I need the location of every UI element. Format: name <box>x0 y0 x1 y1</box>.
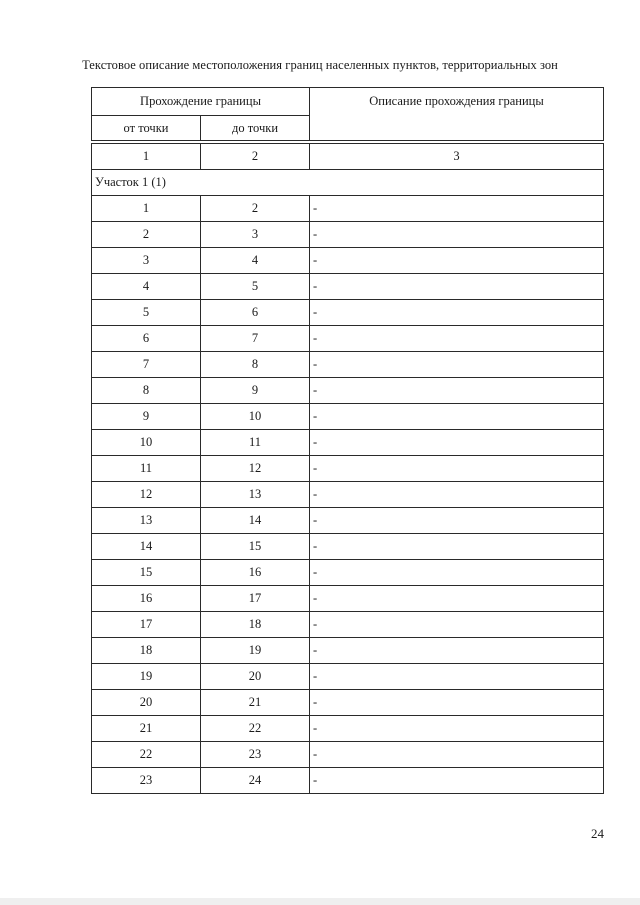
table-row <box>92 612 604 638</box>
table-row <box>92 716 604 742</box>
description-cell: - <box>310 586 604 612</box>
from-point-cell: 2 <box>92 222 201 248</box>
table-row <box>92 560 604 586</box>
from-point-cell: 10 <box>92 430 201 456</box>
to-point-cell: 9 <box>201 378 310 404</box>
from-point-cell: 14 <box>92 534 201 560</box>
description-cell: - <box>310 274 604 300</box>
boundary-table-body <box>92 144 604 794</box>
from-point-header: от точки <box>92 116 201 141</box>
to-point-cell: 23 <box>201 742 310 768</box>
description-cell: - <box>310 378 604 404</box>
to-point-cell: 14 <box>201 508 310 534</box>
from-point-cell: 21 <box>92 716 201 742</box>
from-point-cell: 18 <box>92 638 201 664</box>
to-point-cell: 4 <box>201 248 310 274</box>
from-point-cell: 11 <box>92 456 201 482</box>
from-point-cell: 13 <box>92 508 201 534</box>
from-point-cell: 19 <box>92 664 201 690</box>
to-point-cell: 21 <box>201 690 310 716</box>
column-number-1: 1 <box>92 144 201 170</box>
table-row <box>92 274 604 300</box>
to-point-cell: 2 <box>201 196 310 222</box>
table-row <box>92 222 604 248</box>
table-row <box>92 638 604 664</box>
to-point-cell: 15 <box>201 534 310 560</box>
description-cell: - <box>310 300 604 326</box>
table-row <box>92 326 604 352</box>
document-title: Текстовое описание местоположения границ населенных пунктов, территориальных зон <box>82 58 558 72</box>
to-point-cell: 20 <box>201 664 310 690</box>
to-point-cell: 17 <box>201 586 310 612</box>
boundary-table <box>91 143 604 794</box>
description-cell: - <box>310 508 604 534</box>
description-cell: - <box>310 248 604 274</box>
to-point-cell: 8 <box>201 352 310 378</box>
to-point-cell: 7 <box>201 326 310 352</box>
from-point-cell: 3 <box>92 248 201 274</box>
from-point-cell: 1 <box>92 196 201 222</box>
to-point-cell: 24 <box>201 768 310 794</box>
column-number-row <box>92 144 604 170</box>
from-point-cell: 22 <box>92 742 201 768</box>
from-point-cell: 7 <box>92 352 201 378</box>
from-point-cell: 6 <box>92 326 201 352</box>
boundary-passage-header: Прохождение границы <box>92 88 310 116</box>
from-point-cell: 17 <box>92 612 201 638</box>
to-point-cell: 22 <box>201 716 310 742</box>
to-point-cell: 16 <box>201 560 310 586</box>
table-row <box>92 768 604 794</box>
scan-edge <box>0 898 640 905</box>
description-cell: - <box>310 664 604 690</box>
table-row <box>92 352 604 378</box>
from-point-cell: 4 <box>92 274 201 300</box>
boundary-description-header: Описание прохождения границы <box>310 88 604 141</box>
to-point-cell: 13 <box>201 482 310 508</box>
description-cell: - <box>310 222 604 248</box>
to-point-cell: 11 <box>201 430 310 456</box>
description-cell: - <box>310 638 604 664</box>
table-row <box>92 378 604 404</box>
to-point-cell: 6 <box>201 300 310 326</box>
column-number-3: 3 <box>310 144 604 170</box>
to-point-cell: 19 <box>201 638 310 664</box>
to-point-cell: 5 <box>201 274 310 300</box>
description-cell: - <box>310 352 604 378</box>
table-row <box>92 196 604 222</box>
table-row <box>92 404 604 430</box>
table-header <box>91 87 604 141</box>
from-point-cell: 16 <box>92 586 201 612</box>
description-cell: - <box>310 482 604 508</box>
table-row <box>92 482 604 508</box>
from-point-cell: 8 <box>92 378 201 404</box>
table-row <box>92 430 604 456</box>
table-row <box>92 456 604 482</box>
section-row <box>92 170 604 196</box>
table-row <box>92 534 604 560</box>
description-cell: - <box>310 326 604 352</box>
page-number: 24 <box>591 826 604 841</box>
description-cell: - <box>310 456 604 482</box>
description-cell: - <box>310 690 604 716</box>
from-point-cell: 23 <box>92 768 201 794</box>
from-point-cell: 5 <box>92 300 201 326</box>
to-point-cell: 3 <box>201 222 310 248</box>
to-point-cell: 12 <box>201 456 310 482</box>
description-cell: - <box>310 404 604 430</box>
table-row <box>92 248 604 274</box>
table-row <box>92 300 604 326</box>
description-cell: - <box>310 612 604 638</box>
table-row <box>92 742 604 768</box>
description-cell: - <box>310 742 604 768</box>
description-cell: - <box>310 196 604 222</box>
column-number-2: 2 <box>201 144 310 170</box>
description-cell: - <box>310 768 604 794</box>
table-row <box>92 690 604 716</box>
description-cell: - <box>310 534 604 560</box>
to-point-header: до точки <box>201 116 310 141</box>
description-cell: - <box>310 430 604 456</box>
from-point-cell: 20 <box>92 690 201 716</box>
table-row <box>92 664 604 690</box>
description-cell: - <box>310 716 604 742</box>
table-row <box>92 586 604 612</box>
to-point-cell: 18 <box>201 612 310 638</box>
table-row <box>92 508 604 534</box>
description-cell: - <box>310 560 604 586</box>
to-point-cell: 10 <box>201 404 310 430</box>
from-point-cell: 9 <box>92 404 201 430</box>
from-point-cell: 15 <box>92 560 201 586</box>
from-point-cell: 12 <box>92 482 201 508</box>
section-label: Участок 1 (1) <box>92 170 604 196</box>
